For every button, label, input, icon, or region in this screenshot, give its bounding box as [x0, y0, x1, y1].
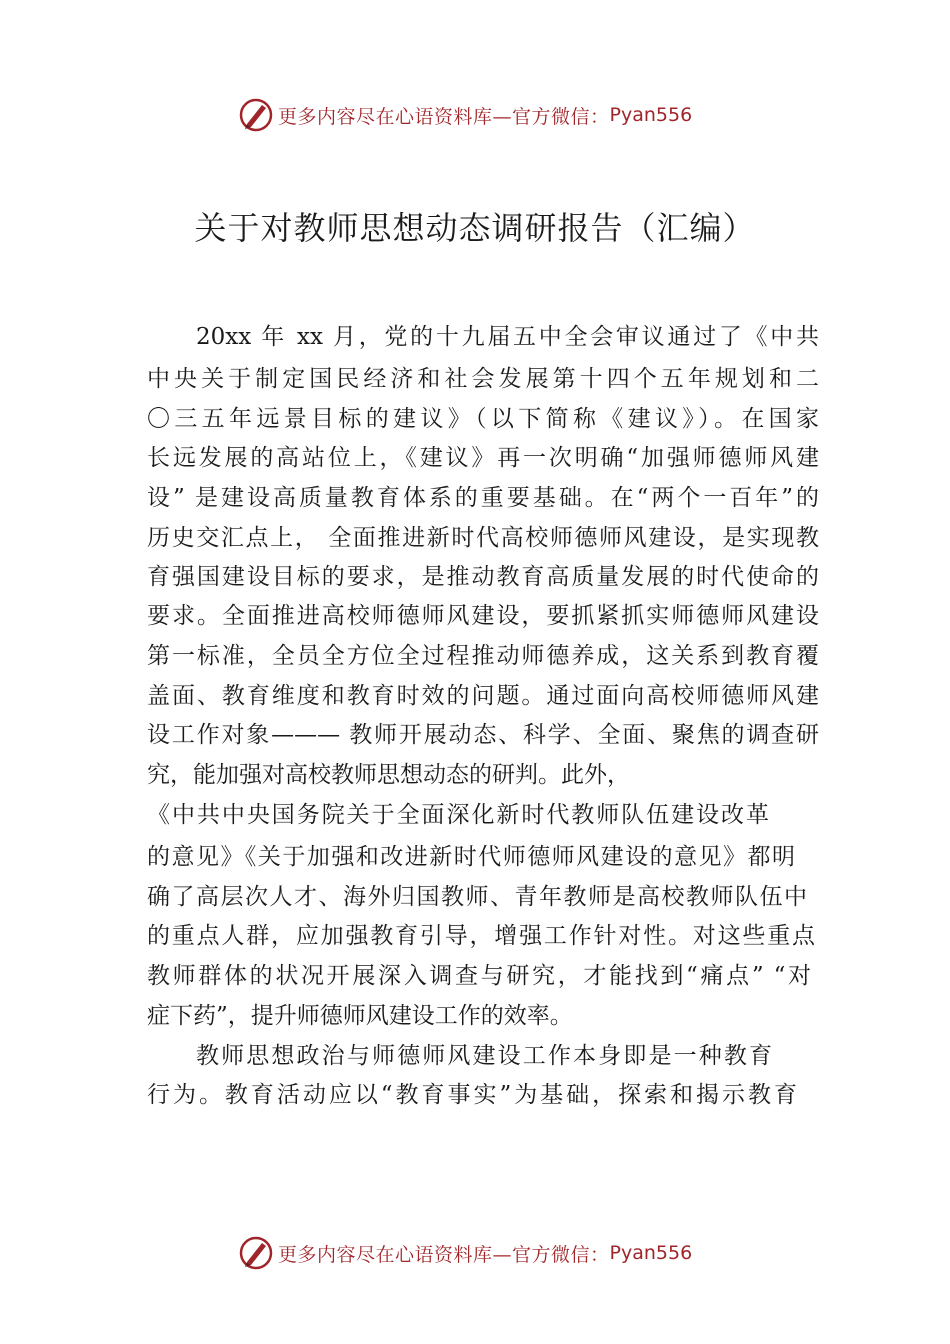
banner-text: 更多内容尽在心语资料库—官方微信：	[278, 1243, 610, 1266]
body-line: 第一标准，全员全方位全过程推动师德养成，这关系到教育覆	[147, 643, 819, 669]
footer-banner	[238, 1233, 738, 1273]
header-banner	[238, 95, 738, 135]
body-line: 历史交汇点上， 全面推进新时代高校师德师风建设，是实现教	[147, 525, 819, 551]
body-line: 20xx 年 xx 月，党的十九届五中全会审议通过了《中共	[196, 324, 819, 350]
body-line: 症下药”，提升师德师风建设工作的效率。	[147, 1003, 573, 1029]
body-line: 设工作对象——— 教师开展动态、科学、全面、聚焦的调查研	[147, 722, 819, 748]
banner-handle: Pyan556	[609, 1242, 693, 1264]
body-line: 盖面、教育维度和教育时效的问题。通过面向高校师德师风建	[147, 683, 819, 709]
body-line: 教师思想政治与师德师风建设工作本身即是一种教育	[196, 1043, 772, 1069]
body-line: 究，能加强对高校教师思想动态的研判。此外，	[147, 762, 630, 788]
banner-text: 更多内容尽在心语资料库—官方微信：	[278, 105, 610, 128]
pen-logo-icon	[238, 97, 274, 133]
pen-logo-icon	[238, 1235, 274, 1271]
body-line: 教师群体的状况开展深入调查与研究，才能找到“痛点” “对	[147, 963, 811, 989]
banner-handle: Pyan556	[609, 104, 693, 126]
body-line: 确了高层次人才、海外归国教师、青年教师是高校教师队伍中	[147, 884, 807, 910]
body-line: 《中共中央国务院关于全面深化新时代教师队伍建设改革	[147, 802, 769, 828]
body-line: 〇三五年远景目标的建议》（以下简称《建议》）。在国家	[147, 406, 819, 432]
body-line: 设” 是建设高质量教育体系的重要基础。在“两个一百年”的	[147, 485, 819, 511]
body-line: 长远发展的高站位上，《建议》再一次明确“加强师德师风建	[147, 445, 819, 471]
body-line: 中央关于制定国民经济和社会发展第十四个五年规划和二	[147, 366, 819, 392]
document-title: 关于对教师思想动态调研报告（汇编）	[194, 209, 756, 247]
body-line: 的重点人群，应加强教育引导，增强工作针对性。对这些重点	[147, 923, 815, 949]
body-line: 的意见》《关于加强和改进新时代师德师风建设的意见》都明	[147, 844, 795, 870]
body-line: 要求。全面推进高校师德师风建设，要抓紧抓实师德师风建设	[147, 603, 819, 629]
body-line: 育强国建设目标的要求，是推动教育高质量发展的时代使命的	[147, 564, 819, 590]
body-line: 行为。教育活动应以“教育事实”为基础，探索和揭示教育	[147, 1082, 797, 1108]
